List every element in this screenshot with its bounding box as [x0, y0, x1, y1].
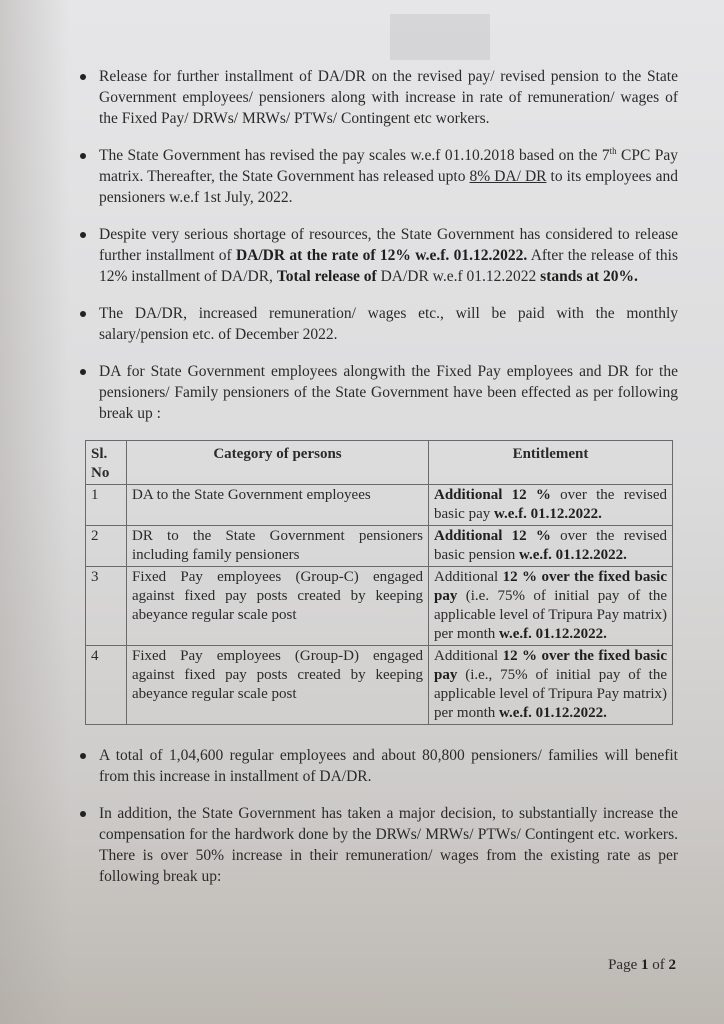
text-run: The DA/DR, increased remuneration/ wages etc., will be paid with the monthly salary/pension etc. of December 2022. — [99, 305, 678, 343]
text-run: CPC Pay matrix. Thereafter, the State Government has released upto — [99, 147, 678, 185]
bold-text: w.e.f. 01.12.2022. — [499, 705, 607, 721]
text-run: to its employees and pensioners w.e.f 1st July, 2022. — [99, 168, 678, 206]
text-run: DA for State Government employees alongwith the Fixed Pay employees and DR for the pensioners/ Family pensioners of the State Government have been effected as per following break up : — [99, 363, 678, 422]
bullet-icon — [80, 753, 86, 759]
text-run: The State Government has revised the pay scales w.e.f 01.10.2018 based on the 7 — [99, 147, 610, 164]
bullet-item — [78, 66, 678, 129]
bold-text: 12 % over the fixed basic pay — [434, 648, 667, 683]
cell-sl-no: 2 — [86, 526, 127, 567]
bullet-list-bottom — [78, 745, 678, 887]
redacted-area — [390, 14, 490, 60]
bold-text: w.e.f. 01.12.2022. — [518, 547, 627, 563]
bullet-text — [99, 745, 678, 787]
text-run: A total of 1,04,600 regular employees and about 80,800 pensioners/ families will benefit from this increase in installment of DA/DR. — [99, 747, 678, 785]
text-run: DA/DR w.e.f 01.12.2022 — [376, 268, 541, 285]
bullet-icon — [80, 369, 86, 375]
header-sl-no: Sl. No — [86, 441, 127, 485]
document-body — [78, 66, 678, 903]
bullet-text — [99, 361, 678, 424]
bold-text: Additional 12 % — [434, 528, 551, 544]
underlined-text: 8% DA/ DR — [469, 168, 547, 185]
cell-category: DR to the State Government pensioners including family pensioners — [127, 526, 429, 567]
bullet-icon — [80, 74, 86, 80]
bullet-icon — [80, 811, 86, 817]
text-run: After the release of this 12% installment of DA/DR, — [99, 247, 679, 285]
bullet-item — [78, 361, 678, 424]
header-entitlement: Entitlement — [429, 441, 673, 485]
bold-text: Additional 12 % — [434, 487, 551, 503]
bullet-item — [78, 224, 678, 287]
cell-entitlement — [429, 567, 673, 646]
text-run: Release for further installment of DA/DR on the revised pay/ revised pension to the State Government employees/ pensioners along with increase in rate of remuneration/ wages of the Fixed Pay/ DRWs/ MRWs/ PTWs/ Contingent etc workers. — [99, 68, 678, 127]
page-label: Page — [608, 957, 641, 973]
entitlement-table — [85, 440, 673, 725]
table-header-row — [86, 441, 673, 485]
cell-entitlement — [429, 646, 673, 725]
bullet-text — [99, 66, 678, 129]
bullet-icon — [80, 153, 86, 159]
cell-category: Fixed Pay employees (Group-C) engaged against fixed pay posts created by keeping abeyance regular scale post — [127, 567, 429, 646]
table-row — [86, 567, 673, 646]
text-run: Additional — [434, 648, 503, 664]
bullet-item — [78, 803, 678, 887]
cell-category: Fixed Pay employees (Group-D) engaged against fixed pay posts created by keeping abeyance regular scale post — [127, 646, 429, 725]
text-run: over the revised basic pension — [434, 528, 668, 563]
cell-entitlement — [429, 526, 673, 567]
bold-text: DA/DR at the rate of 12% w.e.f. 01.12.2022. — [235, 247, 528, 264]
text-run: Despite very serious shortage of resources, the State Government has considered to release further installment of — [99, 226, 678, 264]
bullet-text — [99, 803, 678, 887]
superscript-text: th — [609, 145, 617, 156]
page-number — [608, 957, 676, 974]
bold-text: stands at 20%. — [540, 268, 638, 285]
text-run: (i.e. 75% of initial pay of the applicable level of Tripura Pay matrix) per month — [434, 588, 667, 642]
cell-sl-no: 1 — [86, 485, 127, 526]
bullet-text — [99, 145, 678, 208]
table-row — [86, 526, 673, 567]
bullet-list-top — [78, 66, 678, 424]
table-row — [86, 646, 673, 725]
bullet-icon — [80, 311, 86, 317]
header-category: Category of persons — [127, 441, 429, 485]
cell-category: DA to the State Government employees — [127, 485, 429, 526]
cell-entitlement — [429, 485, 673, 526]
page-total: 2 — [668, 957, 676, 973]
bullet-item — [78, 303, 678, 345]
cell-sl-no: 3 — [86, 567, 127, 646]
page-shadow — [0, 0, 70, 1024]
bullet-text — [99, 224, 678, 287]
bullet-text — [99, 303, 678, 345]
text-run: Additional — [434, 569, 503, 585]
bold-text: Total release of — [276, 268, 377, 285]
page-current: 1 — [641, 957, 649, 973]
text-run: In addition, the State Government has taken a major decision, to substantially increase the compensation for the hardwork done by the DRWs/ MRWs/ PTWs/ Contingent etc. workers. There is over 50% increase in their remuneration/ wages from the existing rate as per following break up: — [99, 805, 678, 885]
page-of: of — [648, 957, 669, 973]
bullet-item — [78, 745, 678, 787]
cell-sl-no: 4 — [86, 646, 127, 725]
bold-text: w.e.f. 01.12.2022. — [499, 626, 607, 642]
text-run: (i.e., 75% of initial pay of the applicable level of Tripura Pay matrix) per month — [434, 667, 667, 721]
bullet-icon — [80, 232, 86, 238]
bold-text: w.e.f. 01.12.2022. — [493, 506, 602, 522]
bold-text: 12 % over the fixed basic pay — [434, 569, 667, 604]
bullet-item — [78, 145, 678, 208]
text-run: over the revised basic pay — [434, 487, 668, 522]
table-row — [86, 485, 673, 526]
